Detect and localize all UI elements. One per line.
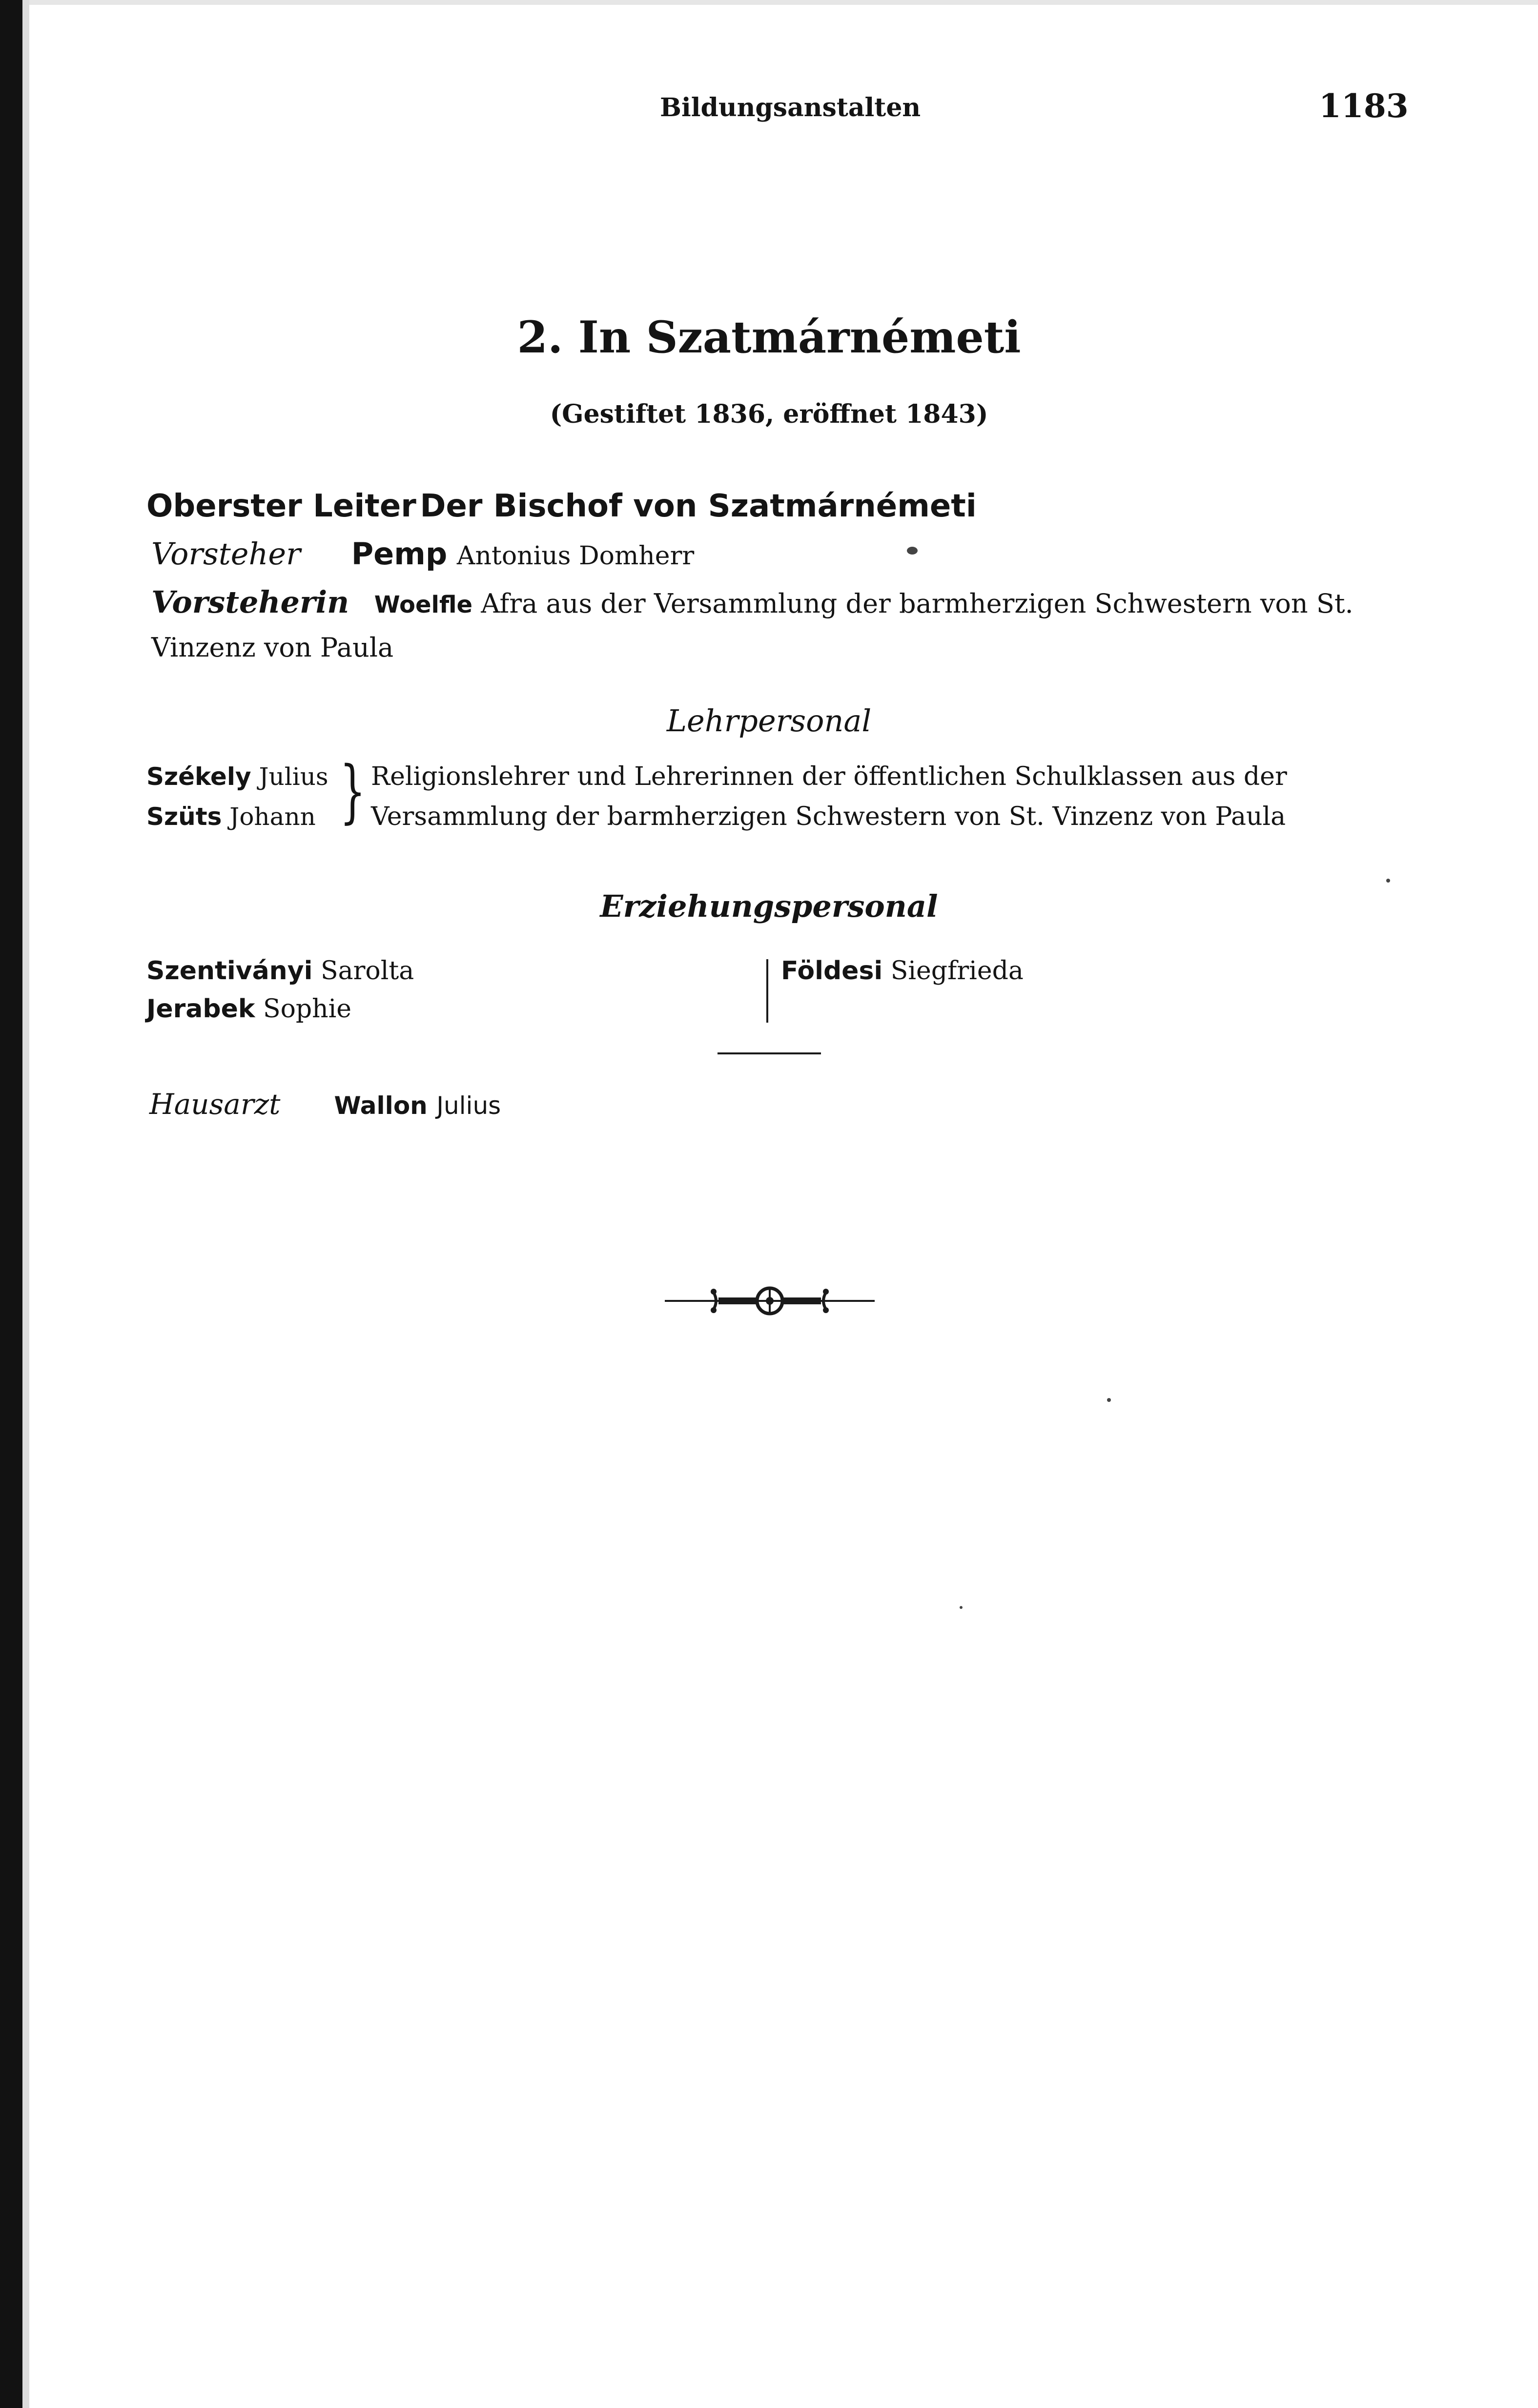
- page-number: 1183: [1319, 87, 1409, 125]
- physician-given-name: Julius: [436, 1091, 501, 1120]
- teacher-description: Religionslehrer und Lehrerinnen der öffentlichen Schulklassen aus der Versammlung der barmherzigen Schwestern von St. Vinzenz von Paula: [371, 762, 1287, 831]
- physician-label: Hausarzt: [149, 1088, 281, 1121]
- directress-surname: Woelfle: [374, 591, 473, 618]
- section-rule: [718, 1052, 821, 1054]
- teacher-surname: Székely: [146, 762, 251, 791]
- ink-speck: [1107, 1398, 1111, 1402]
- director-row: [151, 536, 694, 572]
- teaching-staff-heading: Lehrpersonal: [666, 703, 872, 739]
- ink-speck: [1386, 879, 1390, 883]
- page-top-edge: [29, 0, 1538, 5]
- running-title: Bildungsanstalten: [660, 93, 921, 123]
- physician-row: [149, 1088, 501, 1121]
- ink-speck: [907, 547, 918, 555]
- head-leader-label: Oberster Leiter: [146, 488, 416, 524]
- educator-surname: Földesi: [781, 956, 883, 986]
- list-item: [781, 952, 1024, 990]
- director-label: Vorsteher: [151, 536, 301, 572]
- teacher-surname: Szüts: [146, 803, 222, 831]
- head-leader-value: Der Bischof von Szatmárnémeti: [420, 488, 977, 524]
- educator-list-left: [146, 952, 414, 1028]
- directress-details: Afra aus der Versammlung der barmherzigen Schwestern von St. Vinzenz von Paula: [151, 588, 1353, 663]
- teacher-given-name: Julius: [259, 762, 328, 791]
- director-details: Antonius Domherr: [456, 541, 695, 571]
- column-divider: [766, 959, 768, 1023]
- educator-given-name: Siegfrieda: [890, 956, 1024, 986]
- physician-surname: Wallon: [334, 1091, 428, 1120]
- educator-given-name: Sophie: [263, 994, 352, 1024]
- head-leader-row: [146, 488, 977, 524]
- founding-note: (Gestiftet 1836, eröffnet 1843): [550, 399, 988, 429]
- directress-row: [151, 581, 1401, 669]
- educator-given-name: Sarolta: [320, 956, 414, 986]
- teacher-given-name: Johann: [229, 803, 316, 831]
- list-item: [146, 757, 328, 797]
- director-surname: Pemp: [351, 536, 448, 572]
- list-item: [146, 797, 328, 837]
- ink-speck: [960, 1606, 963, 1609]
- grouping-brace: }: [339, 752, 366, 831]
- educator-surname: Jerabek: [146, 994, 255, 1024]
- list-item: [146, 990, 414, 1028]
- ornament-icon: [665, 1284, 875, 1318]
- directress-label: Vorsteherin: [151, 584, 349, 620]
- educational-staff-heading: Erziehungspersonal: [600, 888, 938, 924]
- educator-surname: Szentiványi: [146, 956, 313, 986]
- educator-list-right: [781, 952, 1024, 990]
- teacher-list: [146, 757, 328, 837]
- section-title: 2. In Szatmárnémeti: [517, 311, 1021, 363]
- list-item: [146, 952, 414, 990]
